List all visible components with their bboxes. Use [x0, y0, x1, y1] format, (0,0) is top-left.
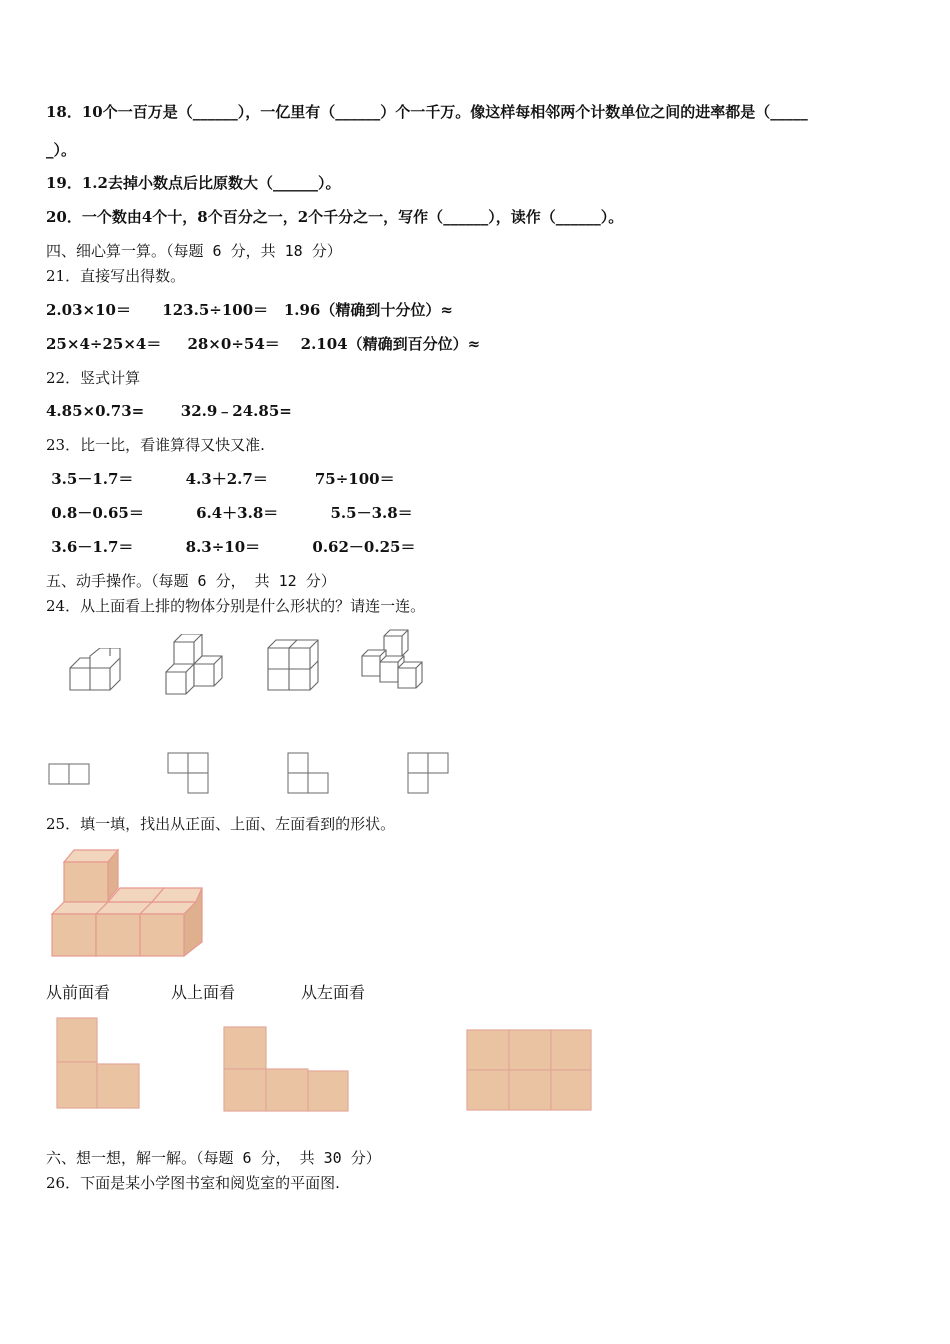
question-24-title: 24．从上面看上排的物体分别是什么形状的？请连一连。 — [46, 597, 426, 615]
q24-shape-d — [406, 752, 452, 796]
question-22-title: 22．竖式计算 — [46, 369, 141, 387]
q24-shape-c — [286, 752, 332, 796]
question-23-row2: 0.8－0.65＝ 6.4＋3.8＝ 5.5－3.8＝ — [46, 504, 413, 522]
caption-front-view: 从前面看 — [46, 983, 111, 1002]
q24-object-2 — [162, 634, 226, 696]
caption-left-view: 从左面看 — [301, 983, 366, 1002]
question-19: 19．1.2去掉小数点后比原数大（______）。 — [46, 174, 341, 192]
question-26-title: 26．下面是某小学图书室和阅览室的平面图. — [46, 1174, 340, 1192]
question-18-line1: 18．10个一百万是（______），一亿里有（______）个一千万。像这样每相邻两个计数单位之间的进率都是（_____ — [46, 103, 808, 121]
section-6-heading: 六、想一想，解一解。（每题 6 分， 共 30 分） — [46, 1149, 381, 1167]
q24-object-4 — [358, 628, 426, 692]
q25-view-shape-1 — [55, 1016, 143, 1112]
question-20: 20．一个数由4个十，8个百分之一，2个千分之一，写作（______），读作（______）。 — [46, 208, 624, 226]
q24-object-3 — [264, 638, 322, 694]
question-21-row1: 2.03×10＝ 123.5÷100＝ 1.96（精确到十分位）≈ — [46, 301, 453, 319]
q24-object-1 — [66, 648, 126, 693]
q25-view-shape-2 — [222, 1025, 352, 1115]
question-21-title: 21．直接写出得数。 — [46, 267, 186, 285]
question-25-title: 25．填一填，找出从正面、上面、左面看到的形状。 — [46, 815, 396, 833]
question-23-row3: 3.6－1.7＝ 8.3÷10＝ 0.62－0.25＝ — [46, 538, 416, 556]
caption-top-view: 从上面看 — [171, 983, 236, 1002]
q25-view-shape-3 — [465, 1028, 595, 1114]
section-5-heading: 五、动手操作。（每题 6 分， 共 12 分） — [46, 572, 336, 590]
q25-cube-stack — [48, 848, 208, 960]
question-22-row1: 4.85×0.73= 32.9﹣24.85= — [46, 402, 292, 420]
question-21-row2: 25×4÷25×4＝ 28×0÷54＝ 2.104（精确到百分位）≈ — [46, 335, 481, 353]
question-23-row1: 3.5－1.7＝ 4.3＋2.7＝ 75÷100＝ — [46, 470, 395, 488]
question-18-line2: _）。 — [46, 141, 77, 159]
q24-shape-a — [48, 762, 92, 786]
question-23-title: 23．比一比，看谁算得又快又准. — [46, 436, 265, 454]
section-4-heading: 四、细心算一算。（每题 6 分，共 18 分） — [46, 242, 342, 260]
q24-shape-b — [166, 752, 212, 796]
